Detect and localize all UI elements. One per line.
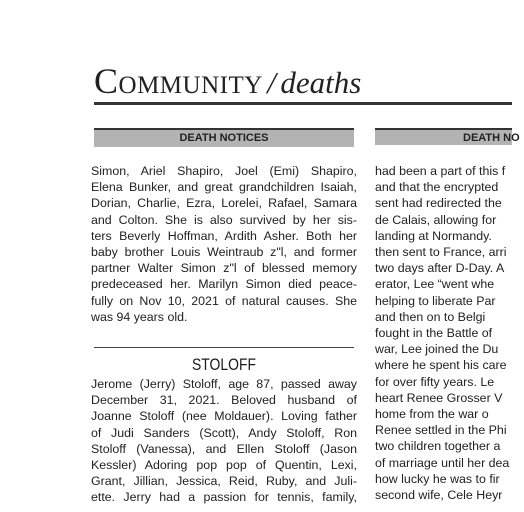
left-column-heading: DEATH NOTICES xyxy=(94,128,354,147)
text-line: Joanne Stoloff (nee Moldauer). Loving father xyxy=(91,409,357,424)
text-line: Simon, Ariel Shapiro, Joel (Emi) Shapiro, xyxy=(91,164,357,178)
text-line: of marriage until her dea xyxy=(375,455,510,470)
text-line: war, Lee joined the Du xyxy=(375,342,499,357)
text-line: two children together a xyxy=(375,439,501,454)
text-line: was 94 years old. xyxy=(91,309,188,324)
section-subtitle: deaths xyxy=(280,65,362,100)
text-line: partner Walter Simon z"l of blessed memory xyxy=(91,261,357,276)
death-notice-continued xyxy=(91,163,357,325)
text-line: how lucky he was to fir xyxy=(375,471,500,486)
text-line: where he spent his care xyxy=(375,358,507,373)
text-line: helping to liberate Par xyxy=(375,293,496,308)
section-separator: / xyxy=(267,65,276,100)
text-line: and Colton. She is also survived by her sis- xyxy=(91,212,357,227)
text-line: baby brother Louis Weintraub z"l, and former xyxy=(91,245,357,260)
obituary-name: STOLOFF xyxy=(191,355,257,374)
page-header xyxy=(94,60,524,104)
text-line: landing at Normandy. xyxy=(375,228,492,243)
obituary-body xyxy=(91,376,357,506)
text-line: Grant, Jillian, Jessica, Reid, Ruby, and Juli- xyxy=(91,474,357,489)
text-line: ette. Jerry had a passion for tennis, family, xyxy=(91,490,357,505)
text-line: sent had redirected the xyxy=(375,196,502,211)
text-line: then sent to France, arri xyxy=(375,245,507,260)
text-line: Dorian, Charlie, Ezra, Lorelei, Rafael, Samara xyxy=(91,196,357,211)
right-column-text xyxy=(375,163,512,503)
text-line: fully on Nov 10, 2021 of natural causes. She xyxy=(91,293,357,308)
text-line: of Judi Sanders (Scott), Andy Stoloff, Ron xyxy=(91,425,357,440)
text-line: two days after D-Day. A xyxy=(375,261,505,276)
text-line: December 31, 2021. Beloved husband of xyxy=(91,393,357,408)
text-line: heart Renee Grosser V xyxy=(375,390,503,405)
text-line: for over fifty years. Le xyxy=(375,374,495,389)
text-line: had been a part of this f xyxy=(375,164,506,178)
right-column-heading: DEATH NO xyxy=(375,128,512,145)
text-line: Elena Bunker, and great grandchildren Isaiah, xyxy=(91,180,357,195)
text-line: predeceased her. Marilyn Simon died peace- xyxy=(91,277,357,292)
text-line: Stoloff (Vanessa), and Ellen Stoloff (Jason xyxy=(91,441,357,456)
text-line: de Calais, allowing for xyxy=(375,212,497,227)
text-line: fought in the Battle of xyxy=(375,326,493,341)
text-line: erator, Lee “went whe xyxy=(375,277,495,292)
text-line: Kessler) Adoring pop pop of Quentin, Lexi, xyxy=(91,458,357,473)
text-line: home from the war o xyxy=(375,407,489,422)
text-line: ters Beverly Hoffman, Ardith Asher. Both her xyxy=(91,228,357,243)
section-title: Community xyxy=(94,61,263,101)
text-line: Renee settled in the Phi xyxy=(375,423,507,438)
text-line: Jerome (Jerry) Stoloff, age 87, passed away xyxy=(91,377,357,391)
text-line: and that the encrypted xyxy=(375,180,499,195)
obituary-divider xyxy=(94,347,354,348)
header-rule xyxy=(94,102,512,105)
text-line: second wife, Cele Heyr xyxy=(375,488,503,503)
text-line: and then on to Belgi xyxy=(375,309,486,324)
